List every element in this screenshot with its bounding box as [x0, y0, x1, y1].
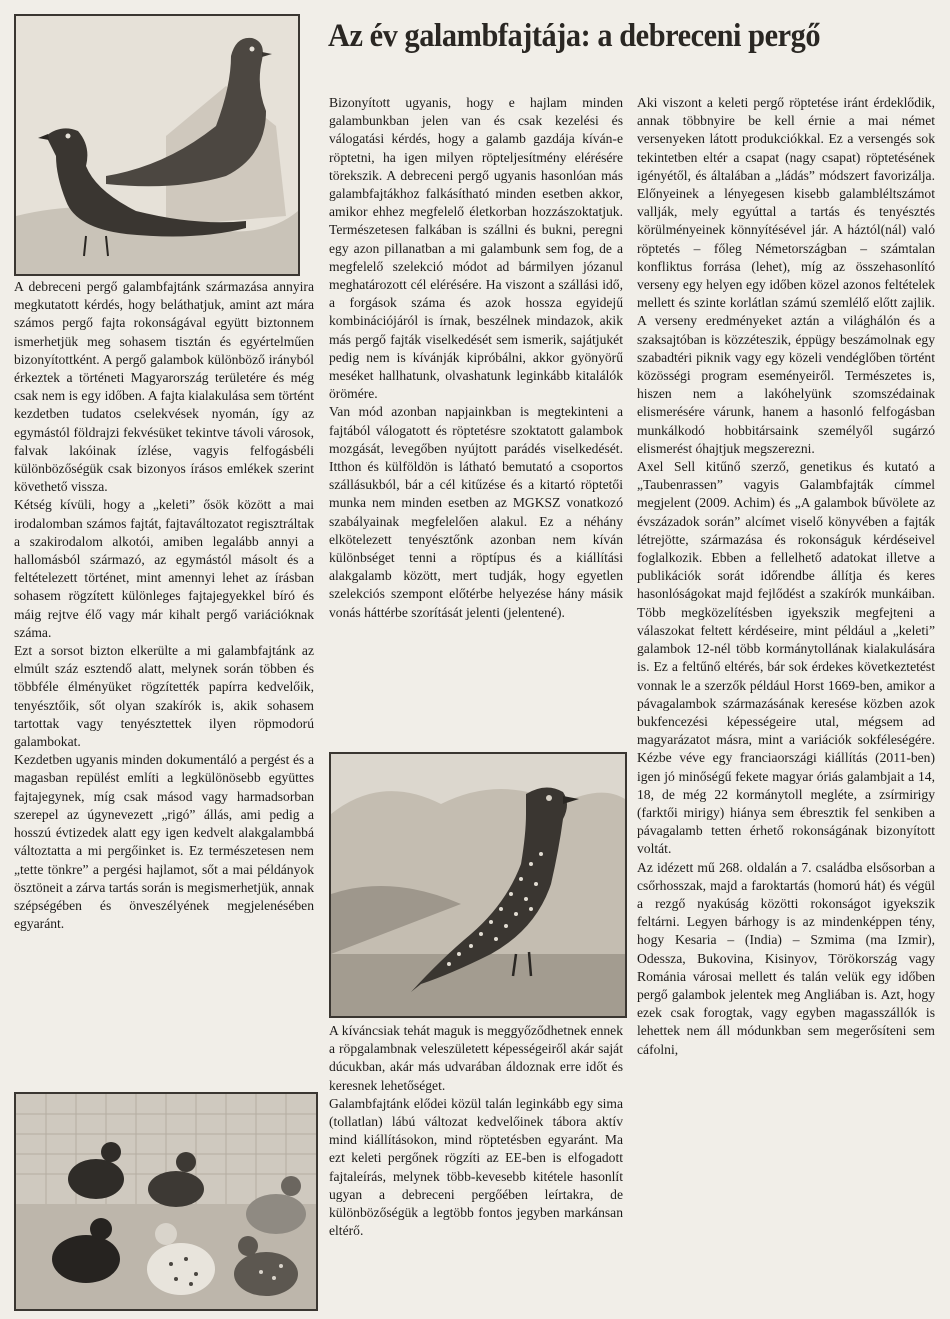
article-title: Az év galambfajtája: a debreceni pergő	[328, 18, 821, 54]
col2-paragraph-3: A kíváncsiak tehát maguk is meggyőződhetnek ennek a röpgalambnak veleszületett képességeiről akár saját dúcukban, akár más udvarában áldoznak erre időt és keresnek lehetőséget.	[329, 1023, 623, 1093]
col1-paragraph-1: A debreceni pergő galambfajtánk származása annyira megkutatott kérdés, hogy beláthatjuk, amint azt mára számos pergő fajta rokonságával együtt biztonnem ismerhetjük meg sohasem tisztán és egyértelműen bizonyítottként. A pergő galambok különböző irányból érkeztek a történeti Magyarország területére és még csak nem is egy időben. A fajta kialakulása sem történt kezdetben tudatos cselekvések nyomán, így az egymástól földrajzi fekvésüket tekintve távoli városok, falvak lakóinak ízlése, vagyis felfogásbéli különbözőségük csak bizonyos írásos emlékek szerint követhető vissza.	[14, 279, 314, 495]
speckled-pigeon-illustration	[329, 752, 627, 1018]
two-pigeons-engraving-svg	[16, 16, 298, 274]
col3-paragraph-3: Az idézett mű 268. oldalán a 7. családba elsősorban a csőrhosszak, majd a faroktartás (homorú hát) és végül a rezgő nyakúság közötti rokonságot igyekszik feltárni. Legyen bárhogy is az mindenképpen tény, hogy Kesaria – (India) – Szmima (ma Izmir), Odessza, Bukovina, Kisinyov, Törökország vagy Románia városai mellett és talán velük egy időben pergő galambok jelentek meg Angliában is. Azt, hogy ezek csak forogtak, vagy egyben magasszállók is lehettek nem áll módunkban sem megerősíteni sem cáfolni,	[637, 859, 935, 1057]
col3-paragraph-1: Aki viszont a keleti pergő röptetése iránt érdeklődik, annak többnyire be kell érnie a mai német versenyeken látott produkciókkal. Ez a versengés sok tekintetben eltér a csapat (nagy csapat) röptetésének igényétől, és általában a „ládás” módszert favorizálja. Előnyeinek a lényegesen kisebb galambléltszámot vallják, mely egyúttal a tartás és tenyésztés körülményeinek könnyítésével jár. A háztól(nál) való röptetés – főleg Németországban – számtalan konfliktus forrása (lehet), míg az összehasonlító verseny egy helyen egy időben közel azonos feltételek mellett és szinte korlátlan számú szemlélő előtt zajlik. A verseny eredményeket aztán a világhálón és a szaksajtóban is közzéteszik, éppügy beszámolnak egy szabadtéri piknik vagy egy közeli vendéglőben történt közösségi program eseményeiről. Természetes is, hiszen nem a lakóhelyünk szomszédainak elismerésére várunk, hanem a hasonló felfogásban munkálkodó hobbitársaink személyől sugárzó elismerést óhajtjuk megszerezni.	[637, 95, 935, 456]
col1-paragraph-2: Kétség kívüli, hogy a „keleti” ősök között a mai irodalomban számos fajtát, fajtaváltozatot regisztráltak a szakirodalom alkotói, amiben legalább annyi a hallomásból származó, az egymástól másolt és a feltételezett történet, mint amennyi lehet az írásban sohasem rögzített különleges fajtajegyekkel bíró és máig rejtve élő vagy már kihalt pergő variációknak száma.	[14, 497, 314, 640]
speckled-pigeon-svg	[331, 754, 625, 1016]
column-2-bottom	[329, 1022, 623, 1240]
column-3	[637, 94, 935, 1059]
column-2-top	[329, 94, 623, 622]
col2-paragraph-4: Galambfajtánk elődei közül talán leginkább egy sima (tollatlan) lábú változat kedvelőinek tábora aktív mind kiállításokon, mind röptetésben egyaránt. Ma ezt keleti pergőnek rögzíti az EE-ben is elfogadott fajtaleírás, melynek több-kevesebb kitétele hasonlít ugyan a debreceni pergőében leírtakra, de különbözőségük a legtöbb fontos jegyben markánsan eltérő.	[329, 1095, 623, 1239]
col1-paragraph-3: Ezt a sorsot bizton elkerülte a mi galambfajtánk az elmúlt száz esztendő alatt, melynek során többen és többféle élményüket rögzítették papírra kedvelőik, tenyésztőik, sőt olyan szakírók is, akik sohasem tartottak vagy tenyésztettek ilyen röpmodorú galambokat.	[14, 643, 314, 750]
column-1	[14, 278, 314, 933]
col1-paragraph-4: Kezdetben ugyanis minden dokumentáló a pergést és a magasban repülést említi a legkülönösebb együttes fajtajegynek, míg csak másod vagy harmadsorban szerepel az úgynevezett „rigó” állás, ami pedig a hosszú évtizedek alatt egy igen kedvelt alakgalambbá változtatta a mi pergőinket is. Ez természetesen nem „tette tönkre” a pergési hajlamot, sőt a mai példányok ösztöneit a zárva tartás során is megismerhetjük, annak szépségében és önveszélyének megjelenésében egyaránt.	[14, 752, 314, 932]
col2-paragraph-2: Van mód azonban napjainkban is megtekinteni a fajtából válogatott és röptetésre szoktatott galambok mozgását, levegőben nyújtott parádés viselkedését. Itthon és külföldön is látható bemutató a csoportos szállásukból, bár a cél kitűzése és a kitartó röptetői munka nem minden esetben az MGKSZ vonatkozó szabályainak megfelelően alakul. Ez a néhány elkötelezett tenyésztőnk azonban nem kíván különbséget tenni a röptípus és a kiállítási alakgalamb között, mert tudják, hogy egyetlen szelekciós szempont előtérbe helyezése hány másik vonás háttérbe szorítását jelenti (jelentené).	[329, 404, 623, 620]
col2-paragraph-1: Bizonyított ugyanis, hogy e hajlam minden galambunkban jelen van és csak kezelési és válogatási kérdés, hogy a galamb gazdája kíván-e röptetni, ha igen milyen röpteljesítmény elérésére törekszik. A debreceni pergő ugyanis hasonlóan más galambfajtákhoz falkásítható minden esetben akkor, amikor ehhez megfelelő életkorban hozzászoktatjuk. Természetesen falkában is szállni és bukni, peregni egy azon pillanatban a mi galambunk sem fog, de a megfelelő szelekció módot ad bármilyen józanul meghatározott cél elérésére. Ha viszont a szállási idő, a forgások száma és azok hossza egyidejű kombinációjáról is írnak, beszélnek mindazok, akik más pergő fajták viselkedését sem ismerik, sajátjukét pedig nem is kívánják kipróbálni, akkor gyönyörű meséket hallhatunk, olvashatunk leginkább kitalálók örömére.	[329, 95, 623, 402]
pigeon-group-illustration	[14, 1092, 318, 1311]
two-pigeons-illustration	[14, 14, 300, 276]
col3-paragraph-2: Axel Sell kitűnő szerző, genetikus és kutató a „Taubenrassen” vagyis Galambfajták címmel megjelent (2009. Achim) és „A galambok bűvölete az évszázadok során” alcímet viselő könyvében a fajták létrejötte, származása és rokonságuk kérdéseivel foglalkozik. Ebben a fellelhető adatokat illetve a publikációk sorát időrendbe állítja és keres hasonlóságokat majd fejlődést a szakírók munkáiban. Több megközelítésben igyekszik megfejteni a válaszokat feltett kérdéseire, mint például a „keleti” galambok 12-nél több kormánytollának kialakulására is. Ez a feltűnő eltérés, bár sok érdekes következtetést vonnak le a szerzők például Horst 1669-ben, amikor a pávagalambok származásának keresése közben azok bukfencezési képességeire utal, mégsem ad magyarázatot másra, mint a variációk sokféleségére. Kézbe véve egy franciaországi kiállítás (2011-ben) igen jó minőségű fekete magyar óriás galambjait a 14, 18, de még 22 kormánytoll megléte, a zsírmirigy (farktői mirigy) hiánya sem ébresztik fel senkiben a pávagalamb tetten érhető rokonságának bizonyított voltát.	[637, 459, 935, 857]
pigeon-group-svg	[16, 1094, 316, 1309]
